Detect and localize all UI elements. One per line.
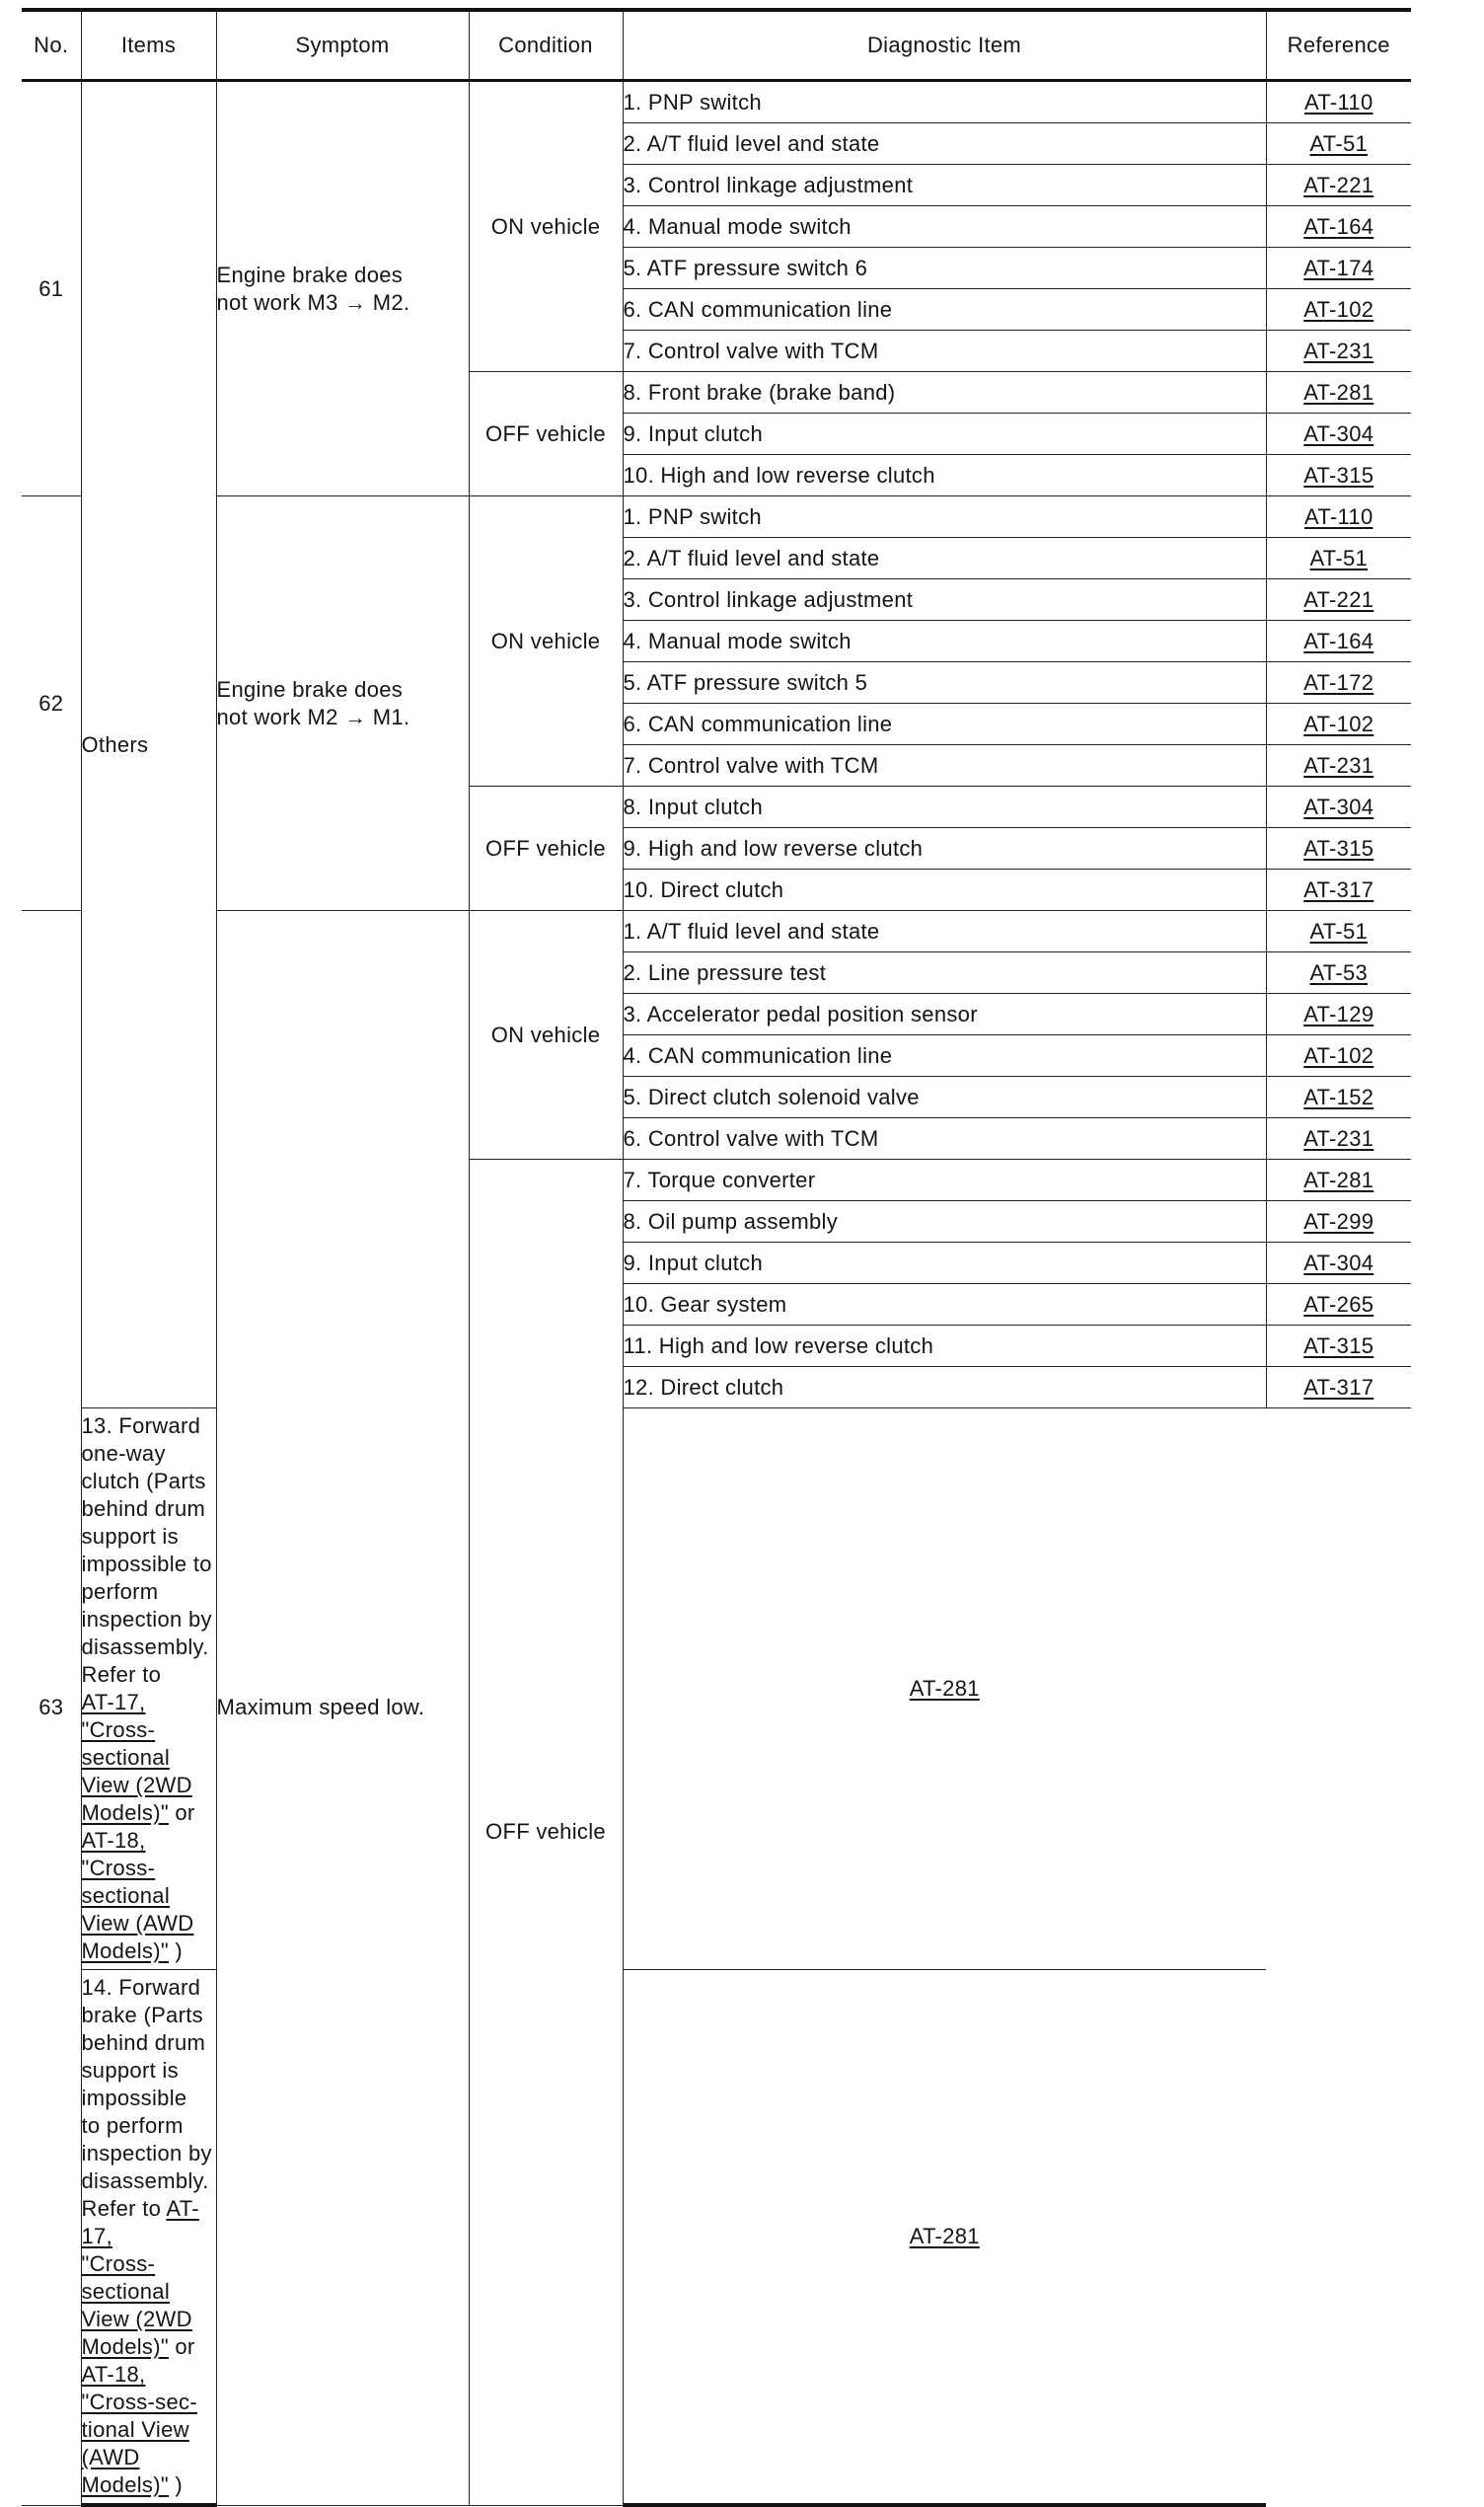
reference-cell [1266,662,1411,704]
reference-cell [1266,165,1411,206]
diagnostic-line [82,2112,216,2250]
reference-link[interactable]: AT-281 [909,1676,980,1701]
cross-reference-link[interactable]: "Cross-sectional View (2WD Models)" [81,2251,192,2359]
reference-link[interactable]: AT-231 [1303,338,1374,363]
reference-cell [1266,206,1411,248]
reference-cell [1266,621,1411,662]
close-text: ) [168,1938,184,1963]
close-text: ) [168,2472,184,2497]
diagnostic-item: 4. CAN communication line [623,1035,1266,1077]
reference-cell [1266,1326,1411,1367]
symptom-line: Engine brake does [216,676,404,702]
reference-cell [1266,496,1411,538]
diagnostic-item: 1. PNP switch [623,81,1266,123]
diagnostic-item [81,1970,216,2506]
diagnostic-item: 1. A/T fluid level and state [623,911,1266,952]
reference-cell [1266,994,1411,1035]
diagnostic-item [81,1408,216,1970]
reference-cell [1266,828,1411,870]
cross-reference-link[interactable]: AT-18, "Cross-sec- [81,2362,197,2414]
condition-cell: OFF vehicle [469,1160,623,2506]
diagnostic-item: 12. Direct clutch [623,1367,1266,1408]
cross-reference-link[interactable]: tional View (AWD Models)" [81,2417,189,2497]
diagnostic-item: 2. A/T fluid level and state [623,123,1266,165]
reference-link[interactable]: AT-110 [1304,503,1373,529]
reference-cell [1266,1243,1411,1284]
diagnostic-item: 3. Control linkage adjustment [623,165,1266,206]
items-cell: Others [81,81,216,1408]
number-cell: 62 [22,496,81,911]
diagnostic-item: 7. Control valve with TCM [623,331,1266,372]
reference-cell [1266,1367,1411,1408]
diagnostic-item: 2. Line pressure test [623,952,1266,994]
symptom-cell [216,911,469,2506]
condition-cell: ON vehicle [469,911,623,1160]
reference-cell [1266,579,1411,621]
diagnostic-item: 8. Input clutch [623,787,1266,828]
diagnostic-item: 10. Direct clutch [623,870,1266,911]
reference-cell [1266,952,1411,994]
reference-cell [1266,289,1411,331]
diagnostic-item: 9. High and low reverse clutch [623,828,1266,870]
reference-link[interactable]: AT-231 [1303,1125,1374,1151]
symptom-line: Engine brake does [216,262,404,287]
table-row [22,81,1411,123]
table-row [22,496,1411,538]
header-symptom: Symptom [216,10,469,81]
reference-cell [1266,1077,1411,1118]
reference-link[interactable]: AT-265 [1303,1291,1374,1317]
diagnostic-line [82,2250,216,2416]
diagnostic-line [82,1855,216,1965]
diagnostic-item: 11. High and low reverse clutch [623,1326,1266,1367]
reference-link[interactable]: AT-221 [1303,586,1374,612]
reference-cell [1266,372,1411,414]
reference-link[interactable]: AT-51 [1309,545,1369,570]
diagnostic-line: impossible to perform inspection by disassembly. Refer to [81,1552,212,1687]
header-no: No. [22,10,81,81]
reference-link[interactable]: AT-281 [1303,379,1374,405]
reference-link[interactable]: AT-315 [1303,835,1374,861]
diagnostic-item: 2. A/T fluid level and state [623,538,1266,579]
cross-reference-link[interactable]: "Cross-sectional View (AWD Models)" [81,1856,194,1963]
reference-link[interactable]: AT-221 [1303,172,1374,197]
reference-link[interactable]: AT-281 [1303,1167,1374,1192]
reference-cell [623,1408,1266,1970]
reference-link[interactable]: AT-129 [1303,1001,1374,1026]
reference-link[interactable]: AT-299 [1303,1208,1374,1234]
symptom-cell [216,496,469,911]
reference-link[interactable]: AT-174 [1303,255,1374,280]
reference-cell [1266,1118,1411,1160]
reference-link[interactable]: AT-315 [1303,1332,1374,1358]
reference-link[interactable]: AT-51 [1309,130,1369,156]
diagnostic-item: 4. Manual mode switch [623,206,1266,248]
reference-cell [1266,123,1411,165]
reference-link[interactable]: AT-102 [1303,1042,1374,1068]
diagnostic-line [82,2416,216,2499]
reference-link[interactable]: AT-317 [1303,1374,1374,1400]
diagnostic-item: 7. Torque converter [623,1160,1266,1201]
reference-link[interactable]: AT-304 [1303,1250,1374,1275]
diagnostic-item: 10. Gear system [623,1284,1266,1326]
diagnostic-item: 9. Input clutch [623,1243,1266,1284]
number-cell: 63 [22,911,81,2506]
diagnostic-table [22,8,1411,2507]
reference-link[interactable]: AT-110 [1304,89,1373,114]
reference-cell [1266,81,1411,123]
reference-cell [1266,331,1411,372]
reference-link[interactable]: AT-231 [1303,752,1374,778]
diagnostic-item: 1. PNP switch [623,496,1266,538]
reference-link[interactable]: AT-172 [1303,669,1374,695]
reference-link[interactable]: AT-315 [1303,462,1374,488]
reference-link[interactable]: AT-53 [1309,959,1369,985]
header-items: Items [81,10,216,81]
diagnostic-item: 6. CAN communication line [623,289,1266,331]
diagnostic-item: 8. Front brake (brake band) [623,372,1266,414]
reference-link[interactable]: AT-304 [1303,794,1374,819]
condition-cell: ON vehicle [469,81,623,372]
reference-cell [1266,538,1411,579]
diagnostic-item: 3. Control linkage adjustment [623,579,1266,621]
reference-link[interactable]: AT-51 [1309,918,1369,944]
diagnostic-line: 14. Forward brake (Parts behind drum support is impossible [81,1975,206,2110]
cross-reference-link[interactable]: AT-17, [81,2196,199,2248]
diagnostic-item: 8. Oil pump assembly [623,1201,1266,1243]
reference-cell [1266,414,1411,455]
or-text: or [168,1800,195,1825]
reference-cell [1266,248,1411,289]
reference-link[interactable]: AT-317 [1303,876,1374,902]
reference-cell [1266,1284,1411,1326]
reference-link[interactable]: AT-102 [1303,711,1374,736]
cross-reference-link[interactable]: AT-18, [81,1828,146,1853]
reference-cell [1266,745,1411,787]
symptom-line: not work M2 → M1. [216,704,410,729]
reference-link[interactable]: AT-281 [909,2224,980,2248]
reference-cell [1266,787,1411,828]
cross-reference-link[interactable]: AT-17, "Cross-sectional View (2WD Models)" [81,1690,192,1825]
reference-link[interactable]: AT-304 [1303,420,1374,446]
diagnostic-item: 6. CAN communication line [623,704,1266,745]
reference-cell [1266,455,1411,496]
header-reference: Reference [1266,10,1411,81]
symptom-line: Maximum speed low. [216,1695,425,1720]
header-condition: Condition [469,10,623,81]
reference-cell [1266,1035,1411,1077]
diagnostic-item: 7. Control valve with TCM [623,745,1266,787]
diagnostic-line [82,1689,216,1855]
or-text: or [168,2334,195,2359]
diagnostic-item: 5. ATF pressure switch 6 [623,248,1266,289]
symptom-line: not work M3 → M2. [216,289,410,315]
condition-cell: OFF vehicle [469,372,623,496]
diagnostic-item: 9. Input clutch [623,414,1266,455]
diagnostic-item: 5. Direct clutch solenoid valve [623,1077,1266,1118]
reference-cell [623,1970,1266,2506]
reference-link[interactable]: AT-164 [1303,628,1374,653]
reference-link[interactable]: AT-152 [1303,1084,1374,1109]
reference-cell [1266,870,1411,911]
header-diagnostic-item: Diagnostic Item [623,10,1266,81]
diagnostic-item: 4. Manual mode switch [623,621,1266,662]
reference-cell [1266,911,1411,952]
table-row [22,911,1411,952]
line-text: to perform inspection by disassembly. Refer to [81,2113,212,2221]
diagnostic-item: 3. Accelerator pedal position sensor [623,994,1266,1035]
reference-cell [1266,1201,1411,1243]
diagnostic-item: 5. ATF pressure switch 5 [623,662,1266,704]
reference-cell [1266,1160,1411,1201]
diagnostic-item: 6. Control valve with TCM [623,1118,1266,1160]
condition-cell: OFF vehicle [469,787,623,911]
header-row [22,10,1411,81]
diagnostic-item: 10. High and low reverse clutch [623,455,1266,496]
reference-cell [1266,704,1411,745]
diagnostic-line: 13. Forward one-way clutch (Parts behind drum support is [81,1413,206,1549]
number-cell: 61 [22,81,81,496]
reference-link[interactable]: AT-102 [1303,296,1374,322]
reference-link[interactable]: AT-164 [1303,213,1374,239]
symptom-cell [216,81,469,496]
condition-cell: ON vehicle [469,496,623,787]
